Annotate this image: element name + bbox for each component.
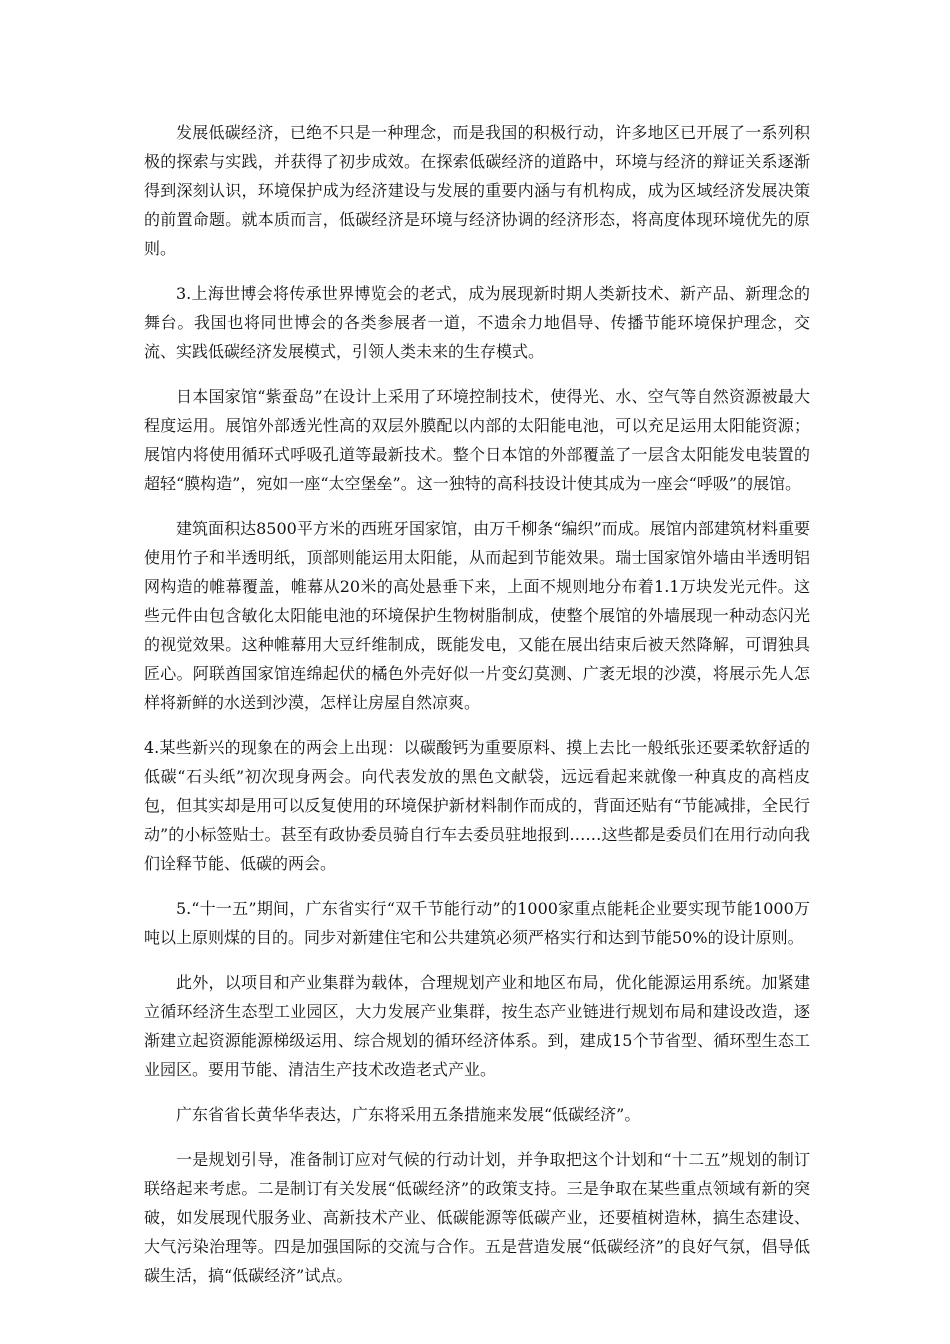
paragraph-low-carbon-intro: 发展低碳经济，已绝不只是一种理念，而是我国的积极行动，许多地区已开展了一系列积极的探索与实践，并获得了初步成效。在探索低碳经济的道路中，环境与经济的辩证关系逐渐得到深刻认识，环境保护成为经济建设与发展的重要内涵与有机构成，成为区域经济发展决策的前置命题。就本质而言，低碳经济是环境与经济协调的经济形态，将高度体现环境优先的原则。 bbox=[144, 123, 810, 258]
paragraph-two-sessions: 4.某些新兴的现象在的两会上出现：以碳酸钙为重要原料、摸上去比一般纸张还要柔软舒适的低碳“石头纸”初次现身两会。向代表发放的黑色文献袋，远远看起来就像一种真皮的高档皮包，但其实却是用可以反复使用的环境保护新材料制作而成的，背面还贴有“节能减排，全民行动”的小标签贴士。甚至有政协委员骑自行车去委员驻地报到……这些都是委员们在用行动向我们诠释节能、低碳的两会。 bbox=[144, 738, 810, 873]
paragraph-spain-swiss-uae-pavilions: 建筑面积达8500平方米的西班牙国家馆，由万千柳条“编织”而成。展馆内部建筑材料重要使用竹子和半透明纸，顶部则能运用太阳能，从而起到节能效果。瑞士国家馆外墙由半透明铝网构造的帷幕覆盖，帷幕从20米的高处悬垂下来，上面不规则地分布着1.1万块发光元件。这些元件由包含敏化太阳能电池的环境保护生物树脂制成，使整个展馆的外墙展现一种动态闪光的视觉效果。这种帷幕用大豆纤维制成，既能发电，又能在展出结束后被天然降解，可谓独具匠心。阿联酋国家馆连绵起伏的橘色外壳好似一片变幻莫测、广袤无垠的沙漠，将展示先人怎样将新鲜的水送到沙漠，怎样让房屋自然凉爽。 bbox=[144, 519, 810, 712]
document-body bbox=[144, 118, 810, 1306]
paragraph-industrial-parks: 此外，以项目和产业集群为载体，合理规划产业和地区布局，优化能源运用系统。加紧建立循环经济生态型工业园区，大力发展产业集群，按生态产业链进行规划布局和建设改造，逐渐建立起资源能源梯级运用、综合规划的循环经济体系。到，建成15个节省型、循环型生态工业园区。要用节能、清洁生产技术改造老式产业。 bbox=[144, 973, 810, 1079]
paragraph-expo-shanghai: 3.上海世博会将传承世界博览会的老式，成为展现新时期人类新技术、新产品、新理念的舞台。我国也将同世博会的各类参展者一道，不遗余力地倡导、传播节能环境保护理念，交流、实践低碳经济发展模式，引领人类未来的生存模式。 bbox=[144, 284, 810, 361]
paragraph-governor-statement: 广东省省长黄华华表达，广东将采用五条措施来发展“低碳经济”。 bbox=[176, 1105, 641, 1124]
paragraph-five-measures: 一是规划引导，准备制订应对气候的行动计划，并争取把这个计划和“十二五”规划的制订联络起来考虑。二是制订有关发展“低碳经济”的政策支持。三是争取在某些重点领域有新的突破，如发展现代服务业、高新技术产业、低碳能源等低碳产业，还要植树造林，搞生态建设、大气污染治理等。四是加强国际的交流与合作。五是营造发展“低碳经济”的良好气氛，倡导低碳生活，搞“低碳经济”试点。 bbox=[144, 1150, 810, 1285]
paragraph-guangdong-energy-saving: 5.“十一五”期间，广东省实行“双千节能行动”的1000家重点能耗企业要实现节能1000万吨以上原则煤的目的。同步对新建住宅和公共建筑必须严格实行和达到节能50%的设计原则。 bbox=[144, 899, 810, 947]
paragraph-japan-pavilion: 日本国家馆“紫蚕岛”在设计上采用了环境控制技术，使得光、水、空气等自然资源被最大程度运用。展馆外部透光性高的双层外膜配以内部的太阳能电池，可以充足运用太阳能资源；展馆内将使用循环式呼吸孔道等最新技术。整个日本馆的外部覆盖了一层含太阳能发电装置的超轻“膜构造”，宛如一座“太空堡垒”。这一独特的高科技设计使其成为一座会“呼吸”的展馆。 bbox=[144, 387, 810, 493]
